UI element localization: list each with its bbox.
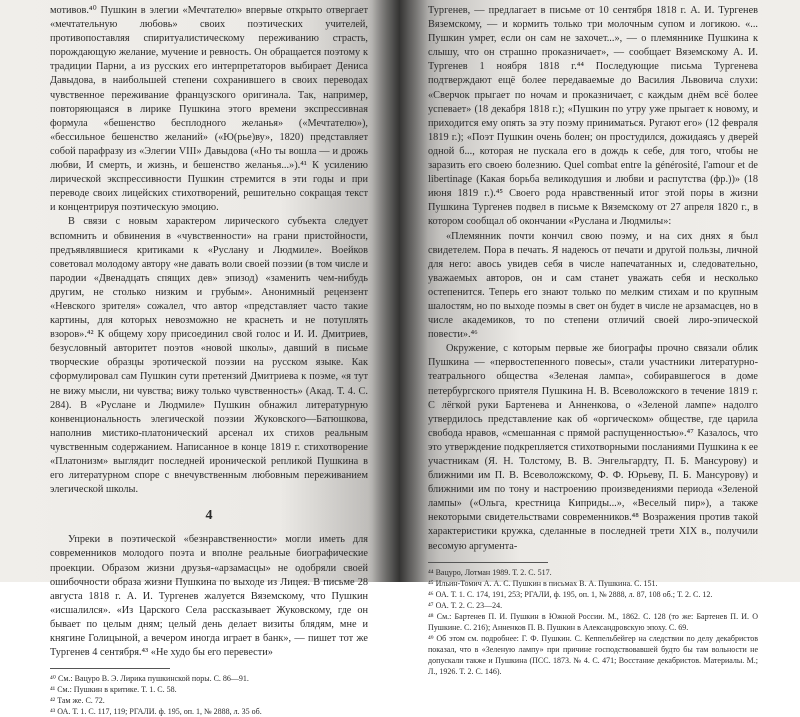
footnote-divider xyxy=(428,562,548,563)
paragraph: В связи с новым характером лирического субъекта следует вспомнить и обвинения в «чувственности» на грани пристойности, предъявлявшиеся критиками к «Руслану и Людмиле». Воейков советовал молодому автору «не давать воли своей поэзии (в том числе и пародии «Двенадцать спящих дев» эпизод) «заменить чем-нибудь другим, не столько низким и грубым». Анонимный рецензент «Невского зрителя» сожалел, что автор «представляет часто такие картины, для которых невозможно не краснеть и не потуплять взоров».⁴² К общему хору присоединил свой голос и И. И. Дмитриев, безусловный авторитет поэтов «новой школы», давший в письме творческие образцы эротической поэзии на русском языке. Как сформулировал сам Пушкин сути претензий Дмитриева к поэме, «я тут не вижу мысли, ни чувства; вижу только чувственность» (Акад. Т. 4. С. 284). В «Руслане и Людмиле» Пушкин обнажил литературную конвенциональность элегической поэзии Жуковского—Батюшкова, наполнив мистико-платонический арсенал их стихов реальным чувственным содержанием. Написанное в конце 1819 г. стихотворение «Платонизм» выглядит последней иронической репликой Пушкина в его литературном споре с внечувственным любовным переживанием элегической школы. xyxy=(50,216,368,496)
footnote: ⁴⁰ См.: Вацуро В. Э. Лирика пушкинской поры. С. 86—91. xyxy=(50,674,249,684)
footnote: ⁴³ ОА. Т. 1. С. 117, 119; РГАЛИ. ф. 195, оп. 1, № 2888, л. 35 об. xyxy=(50,707,262,717)
footnote-divider xyxy=(50,668,170,669)
left-page-text xyxy=(50,4,368,717)
footnote: ⁴⁷ ОА. Т. 2. С. 23—24. xyxy=(428,600,503,610)
right-page xyxy=(400,0,800,676)
quote: «Племянник почти кончил свою поэму, и на сих днях я был свидетелем. Пора в печать. Я надеюсь от печати и другой пользы, личной для него: авось увидев себя в числе напечатанных и, следовательно, уважаемых авторов, он и сам станет уважать себя и несколько остепенится. Теперь его знают только по мелким стихам и по крупным шалостям, но по выходе поэмы в свет он будет в числе не арзамасцев, но в числе академиков, то по степени отличий своей лиро-эпической повести».⁴⁶ xyxy=(428,230,758,341)
footnote: ⁴¹ См.: Пушкин в критике. Т. 1. С. 58. xyxy=(50,685,177,695)
footnotes xyxy=(50,673,368,717)
footnote: ⁴⁸ См.: Бартенев П. И. Пушкин в Южной России. М., 1862. С. 128 (то же: Бартенев П. И. О Пушкине. С. 216); Анненков П. В. Пушкин в Александровскую эпоху. С. 69. xyxy=(428,611,758,632)
right-page-text xyxy=(428,4,758,677)
footnotes xyxy=(428,567,758,677)
section-number: 4 xyxy=(205,508,213,524)
footnote: ⁴⁴ Вацуро, Лотман 1989. Т. 2. С. 517. xyxy=(428,567,552,577)
footnote: ⁴² Там же. С. 72. xyxy=(50,696,105,706)
paragraph: мотивов.⁴⁰ Пушкин в элегии «Мечтателю» впервые открыто отвергает «мечтательную любовь» своих поэтических учителей, противопоставляя спиритуалистическому переживанию страсть, порождающую желание, мучение и ревность. Он обращается поэтому к традиции Парни, а из русских его интерпретаторов выбирает Дениса Давыдова, в наибольшей степени сохранившего в своих переводах чувственное переживание французского оригинала. Так, например, повторяющаяся в лирике Пушкина этого времени экспрессивная формула «бешенство бесплодного желанья» («Мечтателю»), «бессильное бешенство желаний» («Ю(рье)ву», 1820) представляет собой парафразу из «Элегии VIII» Давыдова («Но ты вошла — и дрожь любви, И смерть, и жизнь, и бешенство желанья...»).⁴¹ К усилению лирической экспрессивности Пушкин стремится в эти годы и при переводе своих лицейских стихотворений, решительно сокращая текст и концентрируя поэтическую эмоцию. xyxy=(50,5,368,214)
paragraph: Упреки в поэтической «безнравственности» могли иметь для современников молодого поэта и вполне реальные биографические проекции. Образом жизни друзья-«арзамасцы» не одобряли своей ошибочности образа жизни Пушкина по выходе из Лицея. В письме 28 августа 1818 г. А. И. Тургенев жалуется Вяземскому, что Пушкин «исшалился». «Из Царского Села рассказывает Жуковскому, где он бывает по целым дням; целый день делает визиты блядям, мне и княгине Голицыной, а вечером иногда играет в банк», — пишет тот же Тургенев 4 сентября.⁴³ «Не худо бы его перевести» xyxy=(50,534,368,659)
footnote: ⁴⁹ Об этом см. подробнее: Г. Ф. Пушкин. С. Кеппельбейгер на следствии по делу декабристов показал, что в «Зеленую лампу» при причине господствовавшей будто бы там вольности не допускали также и Пушкина (ПСС. 1873. № 4. С. 471; Восстание декабристов. Материалы. М.; Л., 1926. Т. 2. С. 146). xyxy=(428,633,758,676)
footnote: ⁴⁶ ОА. Т. 1. С. 174, 191, 253; РГАЛИ, ф. 195, оп. 1, № 2888, л. 87, 108 об.; Т. 2. С. 12. xyxy=(428,589,713,599)
paragraph: Тургенев, — предлагает в письме от 10 сентября 1818 г. А. И. Тургенев Вяземскому, — и кормить только три молочным супом и логикою. «... Пушкин умрет, если он сам не захочет...», — о племяннике Пушкина к слышу, что он страшно проказничает», — сообщает Вяземскому А. И. Тургенев 1 ноября 1818 г.⁴⁴ Последующие письма Тургенева подтверждают ещё более передаваемые до Василия Львовича слухи: «Сверчок прыгает по ночам и проказничает, с каждым днём всё более успевает» (18 декабря 1818 г.); «Пушкин по утру уже прыгает к новому, и приходится ему опять за эту поэму приниматься. Ругают его» (12 февраля 1819 г.); «Поэт Пушкин очень болен; он простудился, дожидаясь у дверей одной б..., которая не пускала его в дождь к себе, для того, чтобы не заразить его своею болезнию. Quel combat entre la générosité, l'amour et de libertinage (Какая борьба великодушия и любви и распутства (фр.))» (18 июня 1819 г.).⁴⁵ Своего рода нравственный итог этой поры в жизни Пушкина Тургенев подвел в письме к Вяземскому от 27 апреля 1820 г., в котором сообщал об окончании «Руслана и Людмилы»: xyxy=(428,5,758,228)
book-gutter-shadow xyxy=(372,0,428,582)
footnote: ⁴⁵ Ильин-Томич А. А. С. Пушкин в письмах В. А. Пушкина. С. 151. xyxy=(428,578,658,588)
paragraph: Окружение, с которым первые же биографы прочно связали облик Пушкина — «первостепенного повесы», стали участники литературно-театрального общества «Зеленая лампа», собиравшегося в доме петербургского приятеля Пушкина Н. В. Всеволожского в течение 1819 г. С лёгкой руки Бартенева и Анненкова, о «Зеленой лампе» надолго утвердилось представление как об «оргическом» обществе, где царила свобода нравов, «смешанная с прямой распущенностью».⁴⁷ Казалось, что это утверждение подкрепляется стихотворными посланиями Пушкина к ее участникам (Я. Н. Толстому, В. В. Энгельгардту, П. Б. Мансурову) и ближними им П. В. Всеволожскому, Ф. Ф. Юрьеву, П. Б. Мансурову) и ближними им по тону и настроению произведениями периода «Зеленой лампы» («Ольга, крестница Киприды...», «Веселый пир»), а также некоторыми свидетельствами современников.⁴⁸ Возражения против такой характеристики кружка, сделанные в последней трети XIX в., получили весомую аргумента- xyxy=(428,343,758,552)
